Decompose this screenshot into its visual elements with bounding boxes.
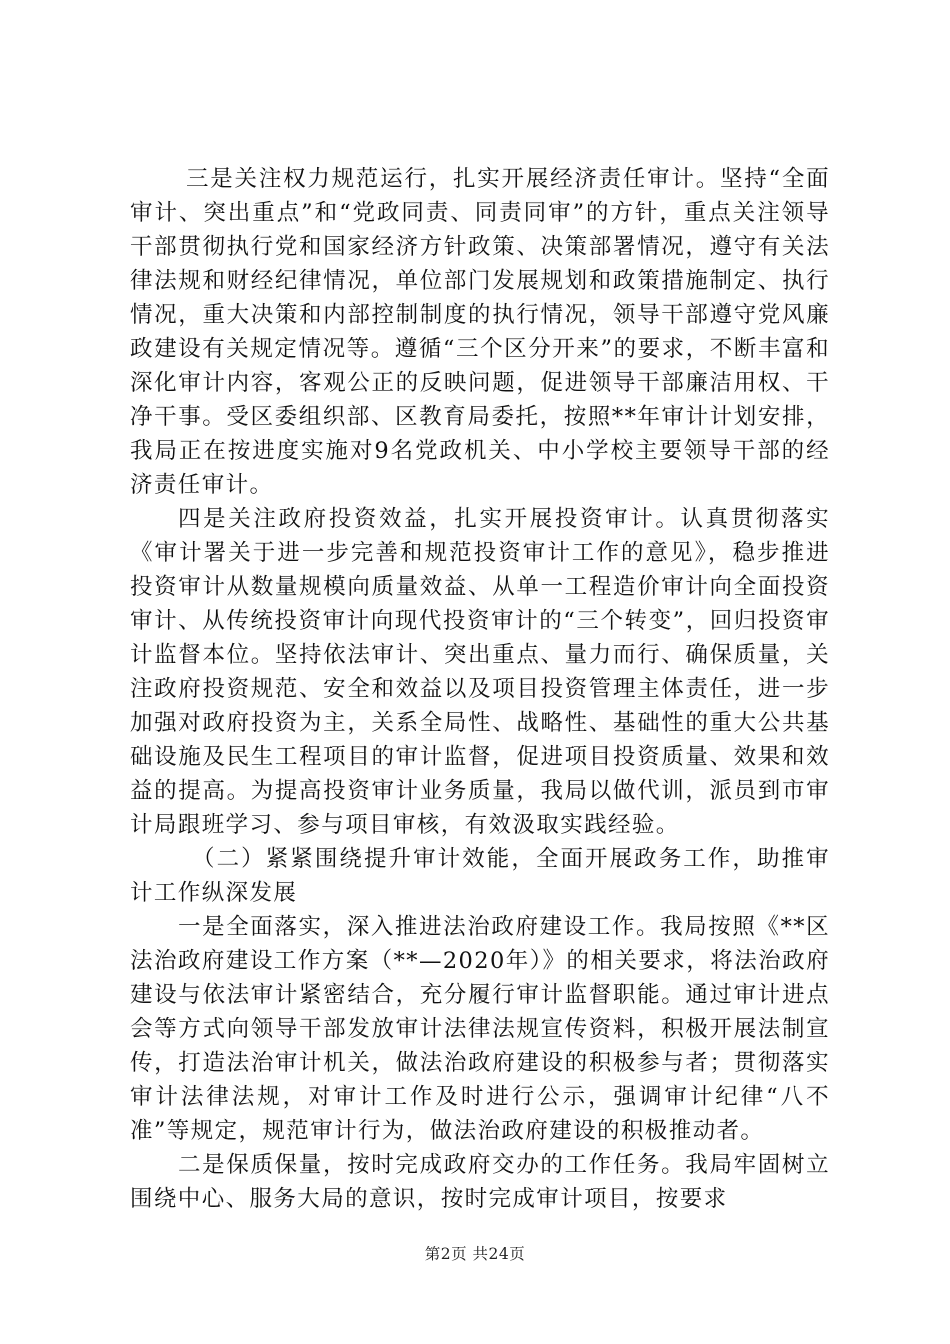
section-heading-two: （二）紧紧围绕提升审计效能，全面开展政务工作，助推审计工作纵深发展 bbox=[130, 846, 830, 906]
document-body bbox=[130, 162, 830, 1216]
paragraph-investment-audit: 四是关注政府投资效益，扎实开展投资审计。认真贯彻落实《审计署关于进一步完善和规范投资审计工作的意见》，稳步推进投资审计从数量规模向质量效益、从单一工程造价审计向全面投资审计、从传统投资审计向现代投资审计的“三个转变”，回归投资审计监督本位。坚持依法审计、突出重点、量力而行、确保质量，关注政府投资规范、安全和效益以及项目投资管理主体责任，进一步加强对政府投资为主，关系全局性、战略性、基础性的重大公共基础设施及民生工程项目的审计监督，促进项目投资质量、效果和效益的提高。为提高投资审计业务质量，我局以做代训，派员到市审计局跟班学习、参与项目审核，有效汲取实践经验。 bbox=[130, 506, 830, 838]
paragraph-economic-responsibility-audit: 三是关注权力规范运行，扎实开展经济责任审计。坚持“全面审计、突出重点”和“党政同责、同责同审”的方针，重点关注领导干部贯彻执行党和国家经济方针政策、决策部署情况，遵守有关法律法规和财经纪律情况，单位部门发展规划和政策措施制定、执行情况，重大决策和内部控制制度的执行情况，领导干部遵守党风廉政建设有关规定情况等。遵循“三个区分开来”的要求，不断丰富和深化审计内容，客观公正的反映问题，促进领导干部廉洁用权、干净干事。受区委组织部、区教育局委托，按照**年审计计划安排，我局正在按进度实施对9名党政机关、中小学校主要领导干部的经济责任审计。 bbox=[130, 166, 830, 498]
page-number-footer: 第2页 共24页 bbox=[424, 1245, 526, 1263]
paragraph-rule-of-law-government: 一是全面落实，深入推进法治政府建设工作。我局按照《**区法治政府建设工作方案（**—2020年）》的相关要求，将法治政府建设与依法审计紧密结合，充分履行审计监督职能。通过审计进点会等方式向领导干部发放审计法律法规宣传资料，积极开展法制宣传，打造法治审计机关，做法治政府建设的积极参与者；贯彻落实审计法律法规，对审计工作及时进行公示，强调审计纪律“八不准”等规定，规范审计行为，做法治政府建设的积极推动者。 bbox=[130, 914, 830, 1144]
paragraph-assigned-tasks: 二是保质保量，按时完成政府交办的工作任务。我局牢固树立围绕中心、服务大局的意识，按时完成审计项目，按要求 bbox=[130, 1152, 830, 1212]
